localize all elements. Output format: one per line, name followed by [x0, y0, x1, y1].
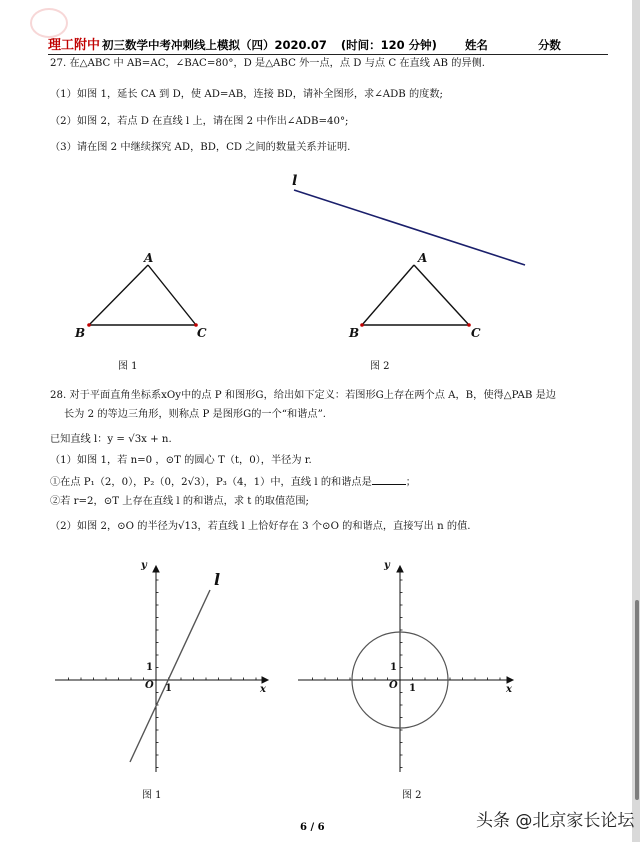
fig1-x-one: 1	[165, 683, 172, 694]
q28-given: 已知直线 l：y = √3x + n.	[50, 434, 172, 445]
fig1-x-label: x	[260, 684, 266, 695]
fig1-line-label: l	[214, 570, 221, 589]
fig2-y-one: 1	[390, 662, 397, 673]
score-label: 分数	[537, 38, 561, 52]
q27-part1: （1）如图 1，延长 CA 到 D，使 AD=AB，连接 BD，请补全图形，求∠ADB 的度数;	[50, 89, 443, 100]
q27-stem: 27. 在△ABC 中 AB=AC，∠BAC=80°，D 是△ABC 外一点，点 D 与点 C 在直线 AB 的异侧.	[50, 58, 486, 69]
q28-stem-line2: 长为 2 的等边三角形，则称点 P 是图形G的一个“和谐点”.	[64, 409, 327, 420]
q28-part1a-end: ；	[405, 477, 416, 488]
fig2-y-label: y	[384, 560, 390, 571]
fig1-origin: O	[145, 680, 154, 691]
exam-time: (时间：120 分钟)	[340, 38, 437, 52]
fig2-x-one: 1	[409, 683, 416, 694]
fig2-origin: O	[389, 680, 398, 691]
watermark: 头条 @北京家长论坛	[476, 811, 635, 831]
scrollbar-thumb[interactable]	[635, 600, 639, 800]
q27-part3: （3）请在图 2 中继续探究 AD，BD，CD 之间的数量关系并证明.	[50, 142, 351, 153]
q27-part2: （2）如图 2，若点 D 在直线 l 上，请在图 2 中作出∠ADB=40°;	[50, 116, 349, 127]
q28-stem-line1: 28. 对于平面直角坐标系xOy中的点 P 和图形G，给出如下定义：若图形G上存在两个点 A，B，使得△PAB 是边	[50, 390, 556, 401]
fig1-y-label: y	[141, 560, 147, 571]
fig2-x-label: x	[506, 684, 512, 695]
page-number: 6 / 6	[300, 822, 325, 833]
fig2-label-b: B	[349, 326, 360, 340]
fig1-label-a: A	[144, 251, 154, 265]
q28-fig1-caption: 图 1	[142, 790, 162, 801]
school-name: 理工附中	[48, 38, 101, 53]
q27-fig1-caption: 图 1	[118, 361, 138, 372]
q28-part2: （2）如图 2，⊙O 的半径为√13，若直线 l 上恰好存在 3 个⊙O 的和谐点，直接写出 n 的值.	[50, 521, 471, 532]
fig2-line-label: l	[292, 173, 298, 189]
fig2-label-c: C	[471, 326, 481, 340]
fig1-label-b: B	[75, 326, 86, 340]
q28-part1b: ②若 r=2，⊙T 上存在直线 l 的和谐点，求 t 的取值范围;	[50, 496, 309, 507]
fig1-label-c: C	[197, 326, 207, 340]
q28-fig2-caption: 图 2	[402, 790, 422, 801]
q28-part1a-text: ①在点 P₁（2，0），P₂（0，2√3），P₃（4，1）中，直线 l 的和谐点是	[50, 477, 372, 488]
exam-title: 初三数学中考冲刺线上模拟（四）2020.07	[102, 38, 327, 52]
fig1-y-one: 1	[146, 662, 153, 673]
name-label: 姓名	[464, 38, 488, 52]
q28-part1: （1）如图 1，若 n=0 ，⊙T 的圆心 T（t，0），半径为 r.	[50, 455, 312, 466]
q27-fig2-caption: 图 2	[370, 361, 390, 372]
fig2-label-a: A	[418, 251, 428, 265]
